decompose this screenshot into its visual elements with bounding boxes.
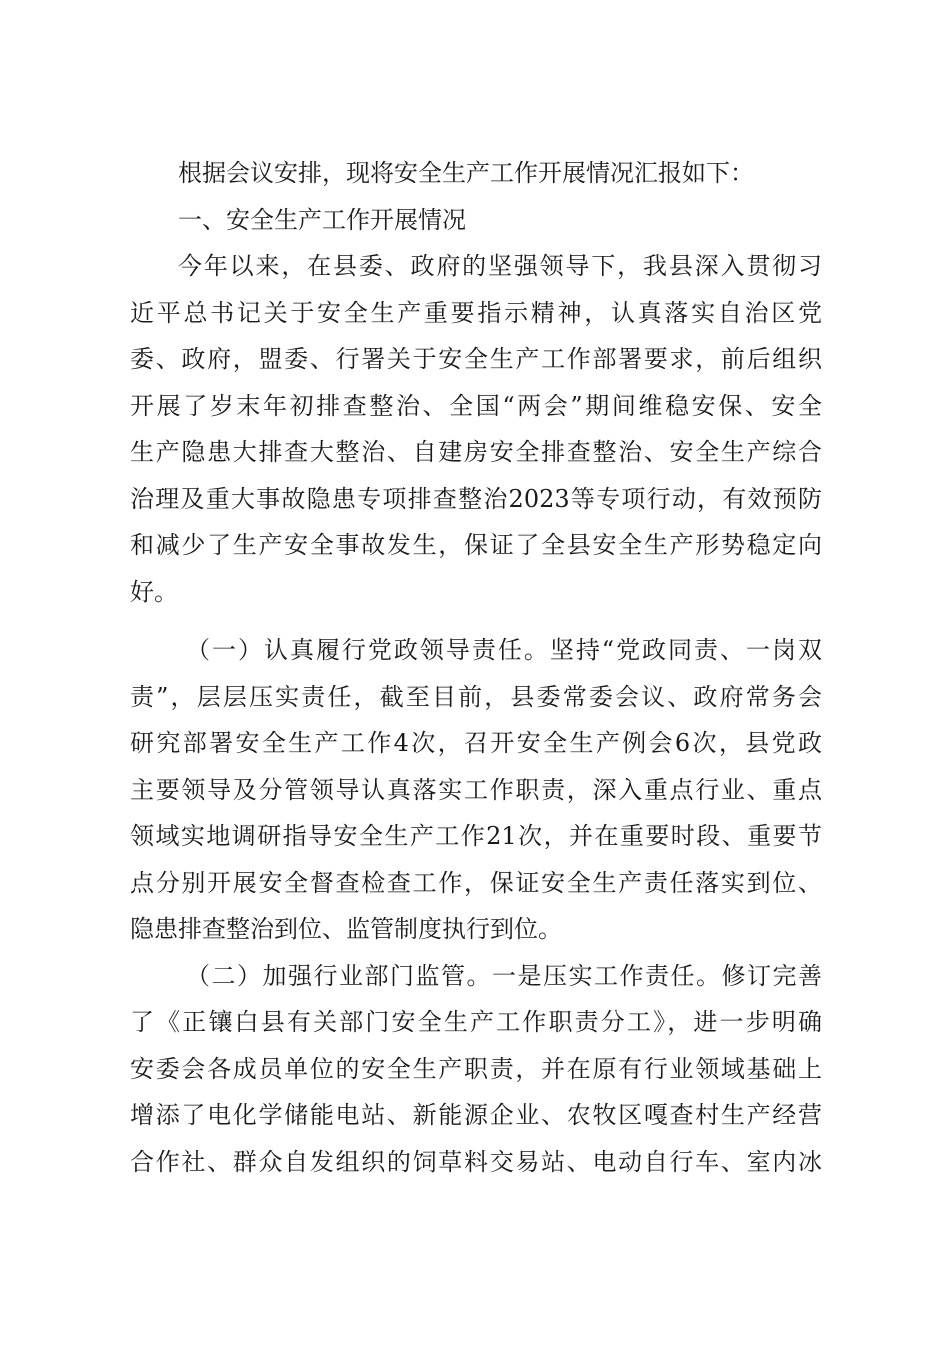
paragraph-line: 安委会各成员单位的安全生产职责，并在原有行业领域基础上: [130, 1054, 822, 1083]
intro-line: 根据会议安排，现将安全生产工作开展情况汇报如下：: [178, 159, 754, 187]
paragraph-line: 开展了岁末年初排查整治、全国“两会”期间维稳安保、安全: [130, 391, 822, 420]
paragraph-line: 好。: [130, 577, 178, 606]
paragraph-line: 增添了电化学储能电站、新能源企业、农牧区嘎查村生产经营: [130, 1101, 822, 1129]
paragraph-line: 主要领导及分管领导认真落实工作职责，深入重点行业、重点: [130, 775, 822, 804]
subsection-line: （一）认真履行党政领导责任。坚持“党政同责、一岗双: [186, 636, 822, 664]
paragraph-line: 责”，层层压实责任，截至目前，县委常委会议、政府常务会: [130, 682, 822, 711]
document-body: [130, 150, 822, 1185]
paragraph-line: 研究部署安全生产工作4次，召开安全生产例会6次，县党政: [130, 729, 822, 757]
paragraph-line: 点分别开展安全督查检查工作，保证安全生产责任落实到位、: [130, 868, 822, 897]
paragraph-line: 治理及重大事故隐患专项排查整治2023等专项行动，有效预防: [130, 484, 822, 513]
section-heading: 一、安全生产工作开展情况: [178, 205, 466, 234]
paragraph-line: 和减少了生产安全事故发生，保证了全县安全生产形势稳定向: [130, 531, 822, 559]
paragraph-line: 委、政府，盟委、行署关于安全生产工作部署要求，前后组织: [130, 345, 822, 373]
paragraph-line: 了《正镶白县有关部门安全生产工作职责分工》，进一步明确: [130, 1008, 822, 1036]
paragraph-line: 合作社、群众自发组织的饲草料交易站、电动自行车、室内冰: [130, 1147, 822, 1176]
paragraph-line: 隐患排查整治到位、监管制度执行到位。: [130, 915, 562, 943]
subsection-line: （二）加强行业部门监管。一是压实工作责任。修订完善: [186, 961, 822, 990]
paragraph-line: 近平总书记关于安全生产重要指示精神，认真落实自治区党: [130, 298, 822, 327]
paragraph-line: 今年以来，在县委、政府的坚强领导下，我县深入贯彻习: [178, 252, 822, 280]
paragraph-line: 生产隐患大排查大整治、自建房安全排查整治、安全生产综合: [130, 438, 822, 466]
paragraph-line: 领域实地调研指导安全生产工作21次，并在重要时段、重要节: [130, 822, 822, 850]
